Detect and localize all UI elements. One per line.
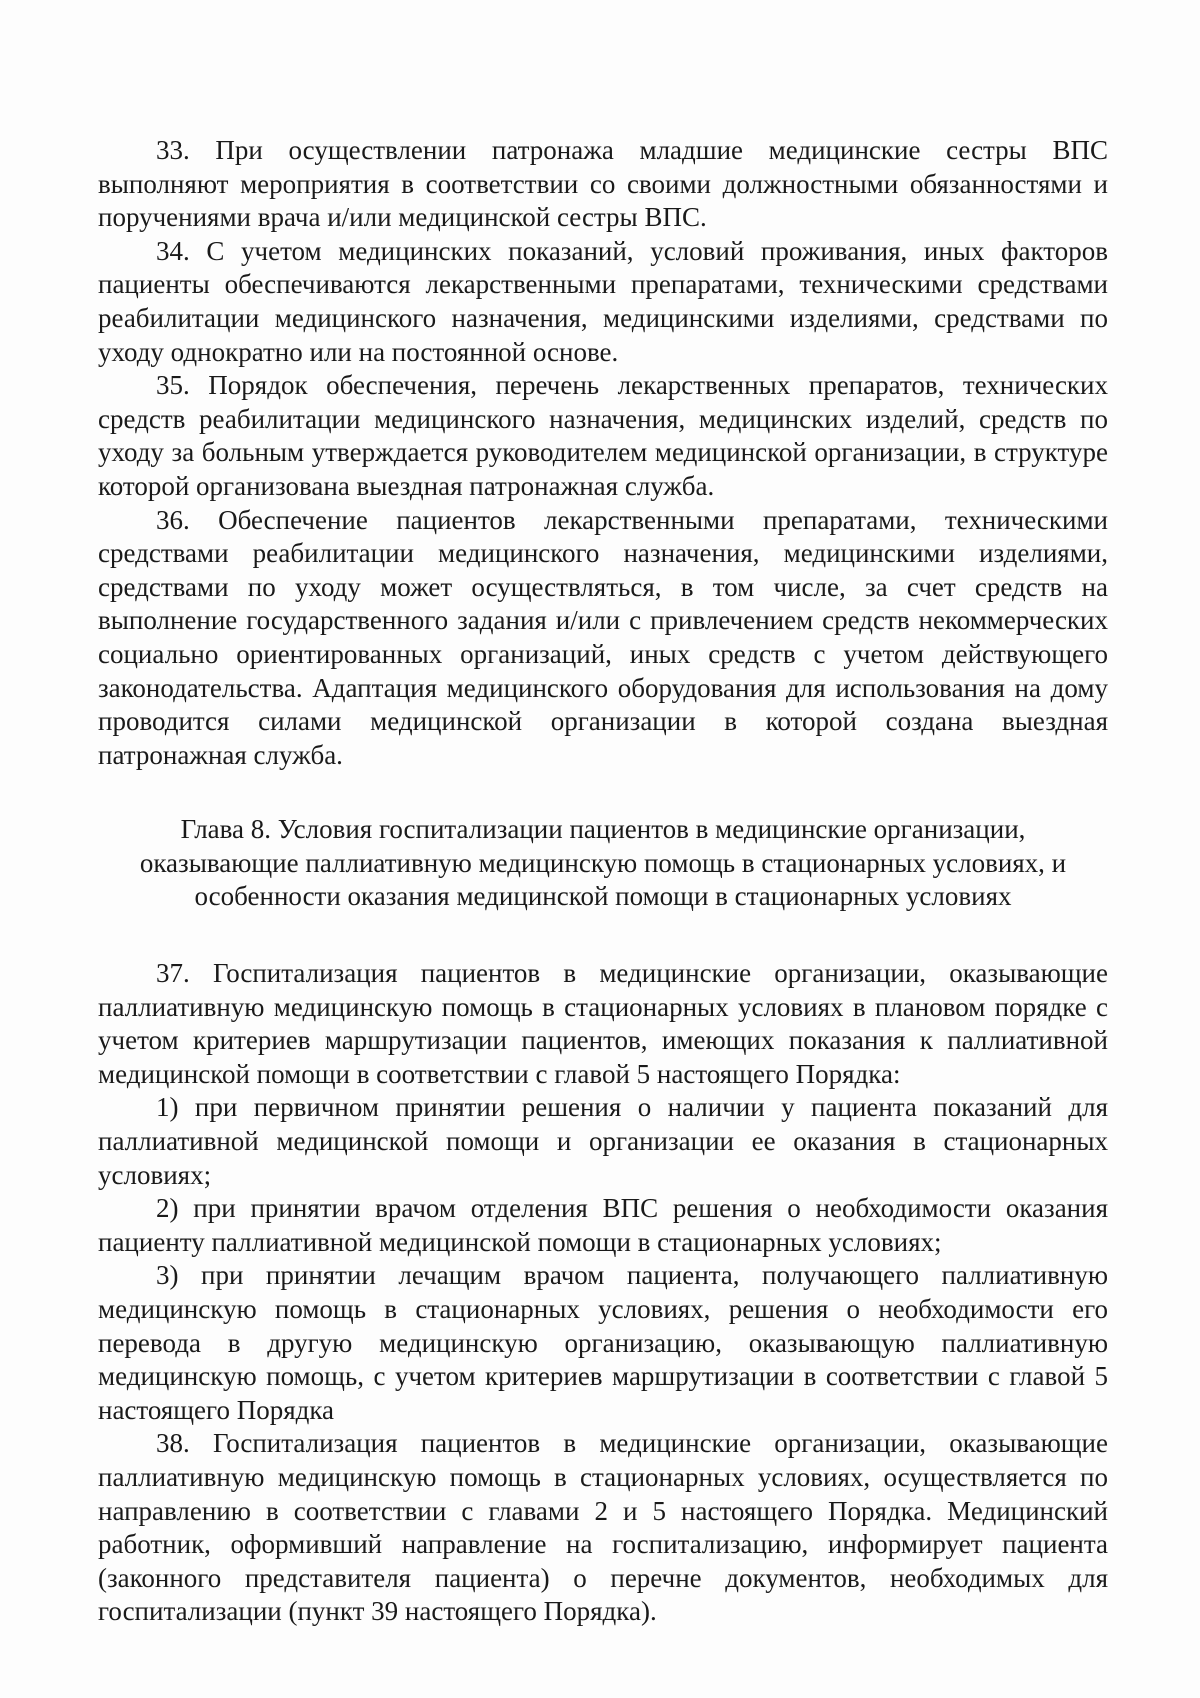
chapter-8-heading-line: особенности оказания медицинской помощи в стационарных условиях xyxy=(194,881,1012,912)
paragraph-38: 38. Госпитализация пациентов в медицинские организации, оказывающие паллиативную медицинскую помощь в стационарных условиях, осуществляется по направлению в соответствии с главами 2 и 5 настоящего Порядка. Медицинский работник, оформивший направление на госпитализацию, информирует пациента (законного представителя пациента) о перечне документов, необходимых для госпитализации (пункт 39 настоящего Порядка). xyxy=(98,1428,1108,1627)
paragraph-34: 34. С учетом медицинских показаний, условий проживания, иных факторов пациенты обеспечиваются лекарственными препаратами, техническими средствами реабилитации медицинского назначения, медицинскими изделиями, средствами по уходу однократно или на постоянной основе. xyxy=(98,235,1108,367)
chapter-8-heading-line: Глава 8. Условия госпитализации пациентов в медицинские организации, xyxy=(180,814,1026,845)
chapter-8-heading-line: оказывающие паллиативную медицинскую помощь в стационарных условиях, и xyxy=(139,847,1067,878)
paragraph-33: 33. При осуществлении патронажа младшие медицинские сестры ВПС выполняют мероприятия в соответствии со своими должностными обязанностями и поручениями врача и/или медицинской сестры ВПС. xyxy=(98,135,1108,233)
document-body xyxy=(98,134,1108,1629)
list-item-37-1: 1) при первичном принятии решения о наличии у пациента показаний для паллиативной медицинской помощи и организации ее оказания в стационарных условиях; xyxy=(98,1092,1108,1190)
paragraph-36: 36. Обеспечение пациентов лекарственными препаратами, техническими средствами реабилитации медицинского назначения, медицинскими изделиями, средствами по уходу может осуществляться, в том числе, за счет средств на выполнение государственного задания и/или с привлечением средств некоммерческих социально ориентированных организаций, иных средств с учетом действующего законодательства. Адаптация медицинского оборудования для использования на дому проводится силами медицинской организации в которой создана выездная патронажная служба. xyxy=(98,504,1108,770)
paragraph-35: 35. Порядок обеспечения, перечень лекарственных препаратов, технических средств реабилитации медицинского назначения, медицинских изделий, средств по уходу за больным утверждается руководителем медицинской организации, в структуре которой организована выездная патронажная служба. xyxy=(98,370,1108,501)
list-item-37-3: 3) при принятии лечащим врачом пациента, получающего паллиативную медицинскую помощь в стационарных условиях, решения о необходимости его перевода в другую медицинскую организацию, оказывающую паллиативную медицинскую помощь, с учетом критериев маршрутизации в соответствии с главой 5 настоящего Порядка xyxy=(98,1260,1108,1425)
chapter-8-heading xyxy=(98,813,1108,914)
paragraph-37: 37. Госпитализация пациентов в медицинские организации, оказывающие паллиативную медицинскую помощь в стационарных условиях в плановом порядке с учетом критериев маршрутизации пациентов, имеющих показания к паллиативной медицинской помощи в соответствии с главой 5 настоящего Порядка: xyxy=(98,958,1108,1089)
list-item-37-2: 2) при принятии врачом отделения ВПС решения о необходимости оказания пациенту паллиативной медицинской помощи в стационарных условиях; xyxy=(98,1193,1108,1257)
